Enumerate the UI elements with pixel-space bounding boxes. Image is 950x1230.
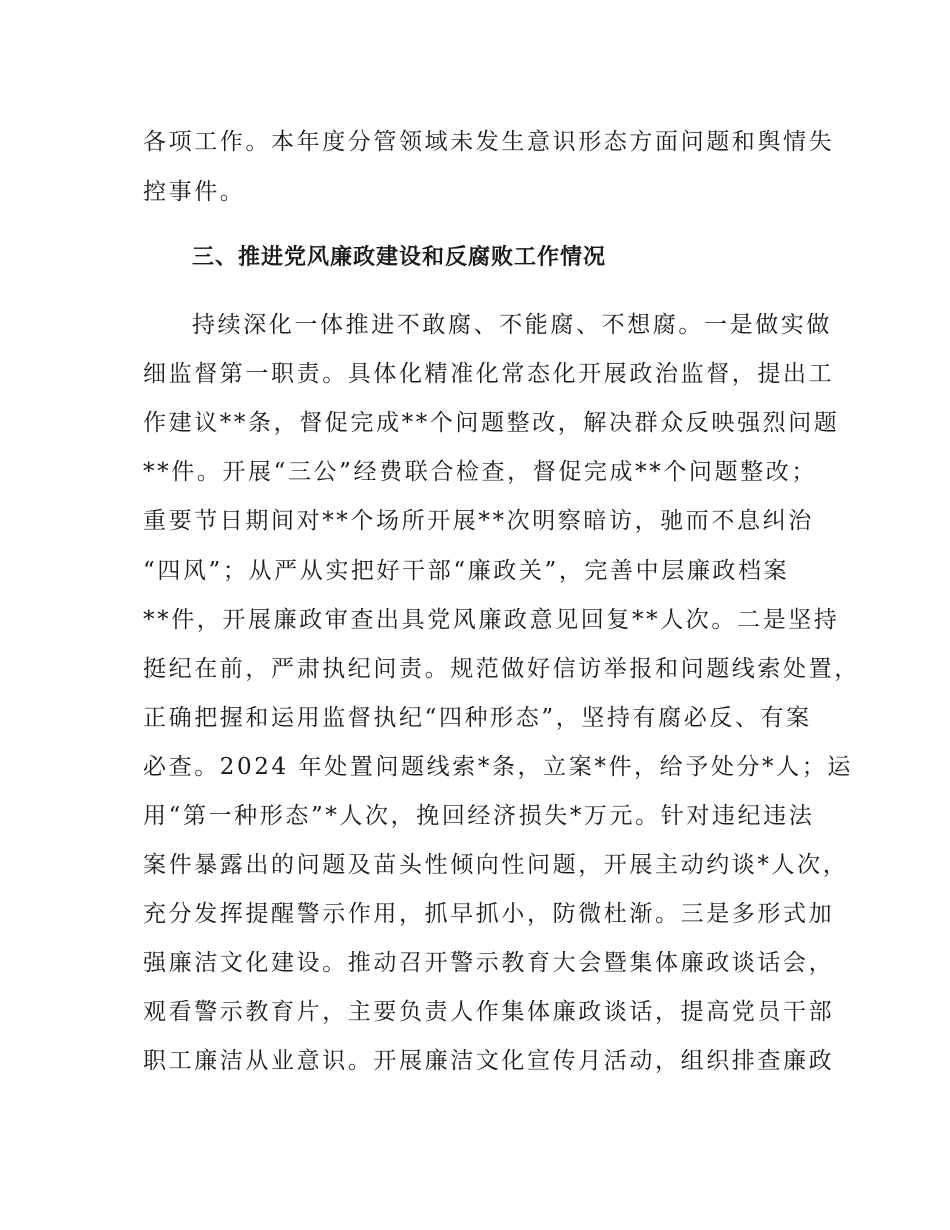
body-line-10: 必查。2024 年处置问题线索*条，立案*件，给予处分*人；运 (143, 754, 853, 780)
body-line-2: 细监督第一职责。具体化精准化常态化开展政治监督，提出工 (143, 361, 835, 387)
body-line-7: **件，开展廉政审查出具党风廉政意见回复**人次。二是坚持 (143, 607, 840, 633)
body-line-11: 用“第一种形态”*人次，挽回经济损失*万元。针对违纪违法 (143, 803, 815, 829)
body-line-8: 挺纪在前，严肃执纪问责。规范做好信访举报和问题线索处置， (143, 656, 860, 682)
body-line-3: 作建议**条，督促完成**个问题整改，解决群众反映强烈问题 (143, 410, 840, 436)
body-line-13: 充分发挥提醒警示作用，抓早抓小，防微杜渐。三是多形式加 (143, 901, 835, 927)
body-line-14: 强廉洁文化建设。推动召开警示教育大会暨集体廉政谈话会， (143, 950, 835, 976)
body-line-1: 持续深化一体推进不敢腐、不能腐、不想腐。一是做实做 (192, 312, 832, 338)
intro-line-2: 控事件。 (143, 179, 246, 205)
body-line-4: **件。开展“三公”经费联合检查，督促完成**个问题整改； (143, 459, 817, 485)
body-line-6: “四风”；从严从实把好干部“廉政关”，完善中层廉政档案 (143, 558, 790, 584)
body-line-9: 正确把握和运用监督执纪“四种形态”，坚持有腐必反、有案 (143, 705, 812, 731)
section-heading: 三、推进党风廉政建设和反腐败工作情况 (192, 245, 607, 270)
body-line-5: 重要节日期间对**个场所开展**次明察暗访，驰而不息纠治 (143, 508, 814, 534)
body-line-16: 职工廉洁从业意识。开展廉洁文化宣传月活动，组织排查廉政 (143, 1048, 835, 1074)
body-line-12: 案件暴露出的问题及苗头性倾向性问题，开展主动约谈*人次， (143, 852, 849, 878)
body-line-15: 观看警示教育片，主要负责人作集体廉政谈话，提高党员干部 (143, 999, 835, 1025)
intro-line-1: 各项工作。本年度分管领域未发生意识形态方面问题和舆情失 (143, 129, 835, 155)
